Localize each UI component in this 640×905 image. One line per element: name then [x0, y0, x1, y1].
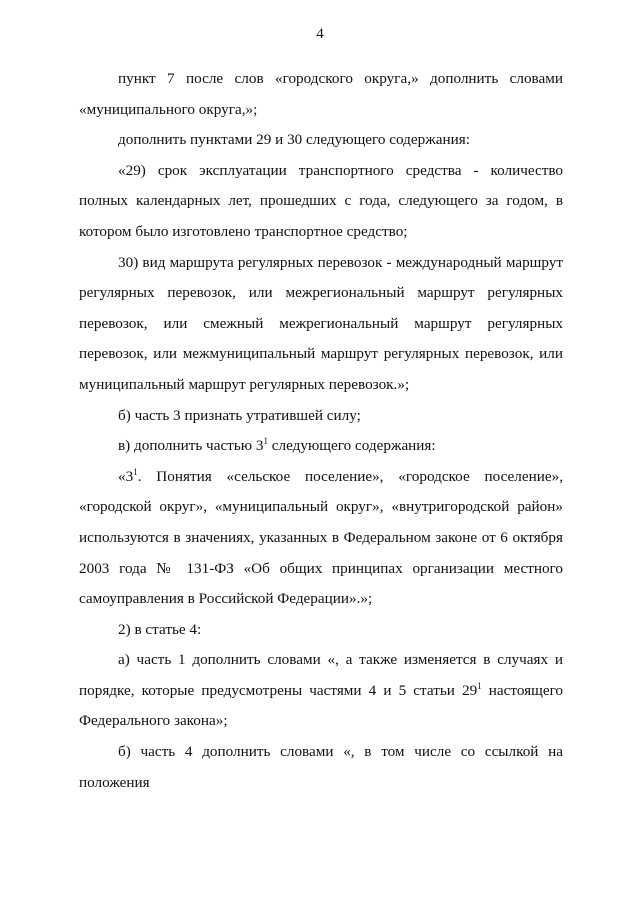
document-body [79, 64, 563, 798]
paragraph-7-text-before: «3 [118, 467, 134, 485]
paragraph-6-text-after: следующего содержания: [267, 437, 436, 455]
paragraph-4: 30) вид маршрута регулярных перевозок - международный маршрут регулярных перевозок, или межрегиональный маршрут регулярных перевозок, или смежный межрегиональный маршрут регулярных перевозок, или межмуниципальный маршрут регулярных перевозок, или муниципальный маршрут регулярных перевозок.»; [79, 253, 563, 393]
paragraph-5: б) часть 3 признать утратившей силу; [118, 406, 361, 424]
paragraph-3: «29) срок эксплуатации транспортного средства - количество полных календарных лет, прошедших с года, следующего за годом, в котором было изготовлено транспортное средство; [79, 161, 563, 240]
paragraph-8: 2) в статье 4: [118, 620, 202, 638]
paragraph-10: б) часть 4 дополнить словами «, в том числе со ссылкой на положения [79, 743, 563, 791]
superscript: 1 [477, 680, 482, 691]
paragraph-2: дополнить пунктами 29 и 30 следующего содержания: [118, 131, 470, 149]
paragraph-9-text-before: а) часть 1 дополнить словами «, а также изменяется в случаях и порядке, которые предусмотрены частями 4 и 5 статьи 29 [79, 651, 563, 699]
paragraph-9-text-after: настоящего Федерального закона»; [79, 681, 564, 730]
paragraph-1: пункт 7 после слов «городского округа,» дополнить словами «муниципального округа,»; [79, 70, 563, 118]
page-number: 4 [316, 26, 324, 42]
superscript: 1 [263, 436, 268, 447]
paragraph-6-text-before: в) дополнить частью 3 [118, 437, 264, 455]
paragraph-6 [79, 431, 563, 462]
paragraph-9 [79, 645, 563, 737]
paragraph-7-text-after: . Понятия «сельское поселение», «городское поселение», «городской округ», «муниципальный округ», «внутригородской район» используются в значениях, указанных в Федеральном законе от 6 октября 2003 года № 131-ФЗ «Об общих принципах организации местного самоуправления в Российской Федерации».»; [79, 467, 563, 608]
superscript: 1 [133, 466, 138, 477]
paragraph-7 [79, 462, 563, 615]
